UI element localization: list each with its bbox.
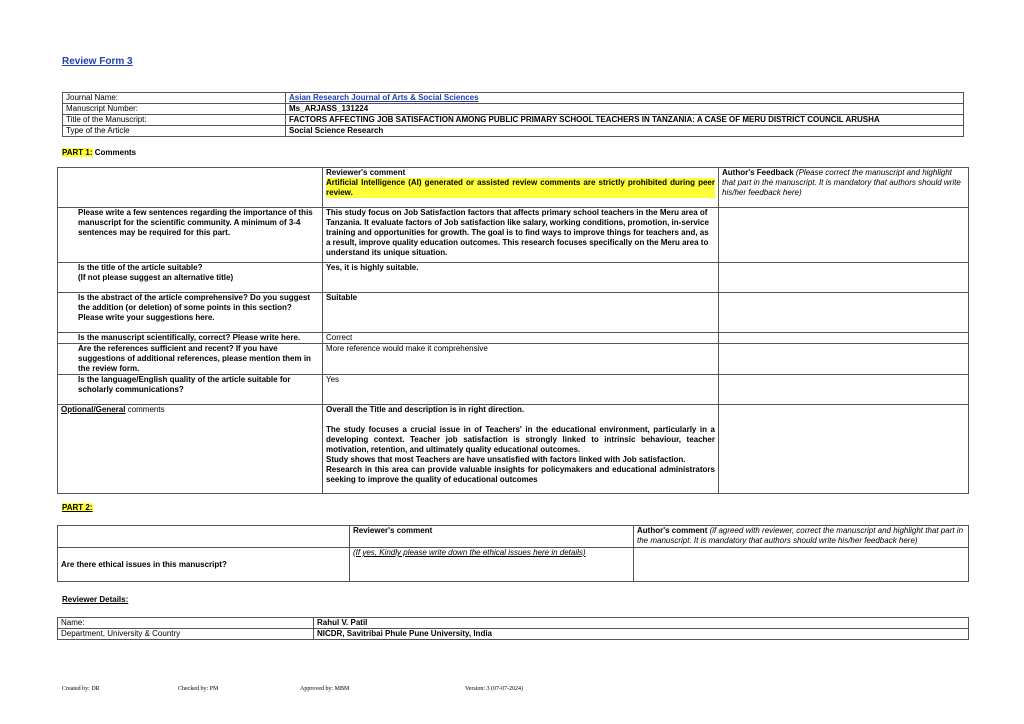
article-type-value: Social Science Research: [286, 126, 964, 137]
optional-general-label: Optional/General: [61, 405, 126, 414]
author-feedback-cell[interactable]: [719, 293, 969, 333]
manuscript-number-row: [63, 104, 964, 115]
optional-comments-text[interactable]: [323, 405, 719, 494]
form-title: Review Form 3: [62, 56, 133, 67]
part1-header-empty: [58, 168, 323, 208]
part1-heading-label: PART 1:: [62, 148, 93, 157]
table-row: [58, 293, 969, 333]
question-language: Is the language/English quality of the article suitable for scholarly communications?: [58, 375, 323, 405]
author-feedback-cell[interactable]: [719, 344, 969, 375]
part2-ethics-table: [57, 525, 969, 582]
journal-row: [63, 93, 964, 104]
author-feedback-cell[interactable]: [719, 333, 969, 344]
part2-author-header: [634, 526, 969, 548]
part1-comments-table: [57, 167, 969, 494]
optional-paragraph-4: Research in this area can provide valuable insights for policymakers and educational administrators seeking to improve the quality of educational outcomes: [326, 465, 715, 484]
ai-prohibition-notice: Artificial Intelligence (AI) generated or assisted review comments are strictly prohibited during peer review.: [326, 178, 715, 197]
manuscript-number-label: Manuscript Number:: [63, 104, 286, 115]
table-row: [58, 208, 969, 263]
author-feedback-cell[interactable]: [719, 405, 969, 494]
reviewer-dept-label: Department, University & Country: [58, 629, 314, 640]
part2-header-row: [58, 526, 969, 548]
manuscript-info-table: [62, 92, 964, 137]
footer-created: Created by: DR: [62, 686, 100, 692]
optional-comments-label: [58, 405, 323, 494]
manuscript-number-value: Ms_ARJASS_131224: [286, 104, 964, 115]
answer-references[interactable]: More reference would make it comprehensive: [323, 344, 719, 375]
reviewer-comment-title: Reviewer's comment: [326, 168, 406, 177]
question-title: Is the title of the article suitable? (If not please suggest an alternative title): [58, 263, 323, 293]
answer-language[interactable]: Yes: [323, 375, 719, 405]
question-importance: Please write a few sentences regarding the importance of this manuscript for the scientific community. A minimum of 3-4 sentences may be required for this part.: [58, 208, 323, 263]
reviewer-name-label: Name:: [58, 618, 314, 629]
article-type-label: Type of the Article: [63, 126, 286, 137]
reviewer-dept-value: NICDR, Savitribai Phule Pune University, India: [314, 629, 969, 640]
optional-comments-row: [58, 405, 969, 494]
optional-paragraph-1: Overall the Title and description is in right direction.: [326, 405, 525, 414]
article-type-row: [63, 126, 964, 137]
reviewer-dept-row: [58, 629, 969, 640]
author-feedback-header: [719, 168, 969, 208]
manuscript-title-value: FACTORS AFFECTING JOB SATISFACTION AMONG PUBLIC PRIMARY SCHOOL TEACHERS IN TANZANIA: A CASE OF MERU DISTRICT COUNCIL ARUSHA: [286, 115, 964, 126]
part2-reviewer-header: Reviewer's comment: [350, 526, 634, 548]
footer-approved: Approved by: MBM: [300, 686, 350, 692]
answer-title[interactable]: Yes, it is highly suitable.: [323, 263, 719, 293]
answer-abstract[interactable]: Suitable: [323, 293, 719, 333]
table-row: [58, 333, 969, 344]
part1-heading-text: Comments: [92, 148, 137, 157]
table-row: [58, 375, 969, 405]
journal-link[interactable]: Asian Research Journal of Arts & Social Sciences: [286, 93, 964, 104]
footer-version: Version: 3 (07-07-2024): [465, 686, 523, 692]
optional-comments-suffix: comments: [125, 405, 165, 414]
part2-author-instructions: (if agreed with reviewer, correct the manuscript and highlight that part in the manuscript. It is mandatory that authors should write his/her feedback here): [637, 526, 964, 545]
ethics-author-cell[interactable]: [634, 548, 969, 582]
part2-heading: [62, 503, 93, 512]
reviewer-details-table: [57, 617, 969, 640]
author-feedback-title: Author's Feedback: [722, 168, 794, 177]
journal-label: Journal Name:: [63, 93, 286, 104]
reviewer-name-row: [58, 618, 969, 629]
answer-importance[interactable]: This study focus on Job Satisfaction factors that affects primary school teachers in the Meru area of Tanzania. It evaluate factors of Job satisfaction like salary, working conditions, promotion, in-service training and opportunities for growth. The goal is to find ways to improve things for teachers and, as a result, improve quality education outcomes. This research focuses specifically on the Meru area to understand its unique situation.: [323, 208, 719, 263]
author-feedback-cell[interactable]: [719, 263, 969, 293]
part1-header-row: [58, 168, 969, 208]
ethics-row: [58, 548, 969, 582]
question-abstract: Is the abstract of the article comprehensive? Do you suggest the addition (or deletion) of some points in this section? Please write your suggestions here.: [58, 293, 323, 333]
optional-paragraph-3: Study shows that most Teachers are have unsatisfied with factors linked with Job satisfaction.: [326, 455, 686, 464]
ethics-question: Are there ethical issues in this manuscript?: [58, 548, 350, 582]
manuscript-title-row: [63, 115, 964, 126]
part2-header-empty: [58, 526, 350, 548]
reviewer-comment-header: [323, 168, 719, 208]
part2-heading-label: PART 2:: [62, 503, 93, 512]
author-feedback-cell[interactable]: [719, 208, 969, 263]
part2-author-title: Author's comment: [637, 526, 708, 535]
question-scientific: Is the manuscript scientifically, correct? Please write here.: [58, 333, 323, 344]
table-row: [58, 344, 969, 375]
manuscript-title-label: Title of the Manuscript:: [63, 115, 286, 126]
author-feedback-instructions: (Please correct the manuscript and highlight that part in the manuscript. It is mandatory that authors should write his/her feedback here): [722, 168, 961, 197]
question-references: Are the references sufficient and recent? If you have suggestions of additional references, please mention them in the review form.: [58, 344, 323, 375]
reviewer-details-heading: Reviewer Details:: [62, 595, 129, 604]
part1-heading: [62, 148, 136, 157]
answer-scientific[interactable]: Correct: [323, 333, 719, 344]
reviewer-name-value: Rahul V. Patil: [314, 618, 969, 629]
table-row: [58, 263, 969, 293]
author-feedback-cell[interactable]: [719, 375, 969, 405]
optional-paragraph-2: The study focuses a crucial issue in of Teachers' in the educational environment, particularly in a developing context. Teacher job satisfaction is strongly linked to intrinsic behaviour, teacher motivation, retention, and ultimately quality educational outcomes.: [326, 425, 715, 454]
footer-checked: Checked by: PM: [178, 686, 219, 692]
ethics-hint[interactable]: (If yes, Kindly please write down the ethical issues here in details): [350, 548, 634, 582]
